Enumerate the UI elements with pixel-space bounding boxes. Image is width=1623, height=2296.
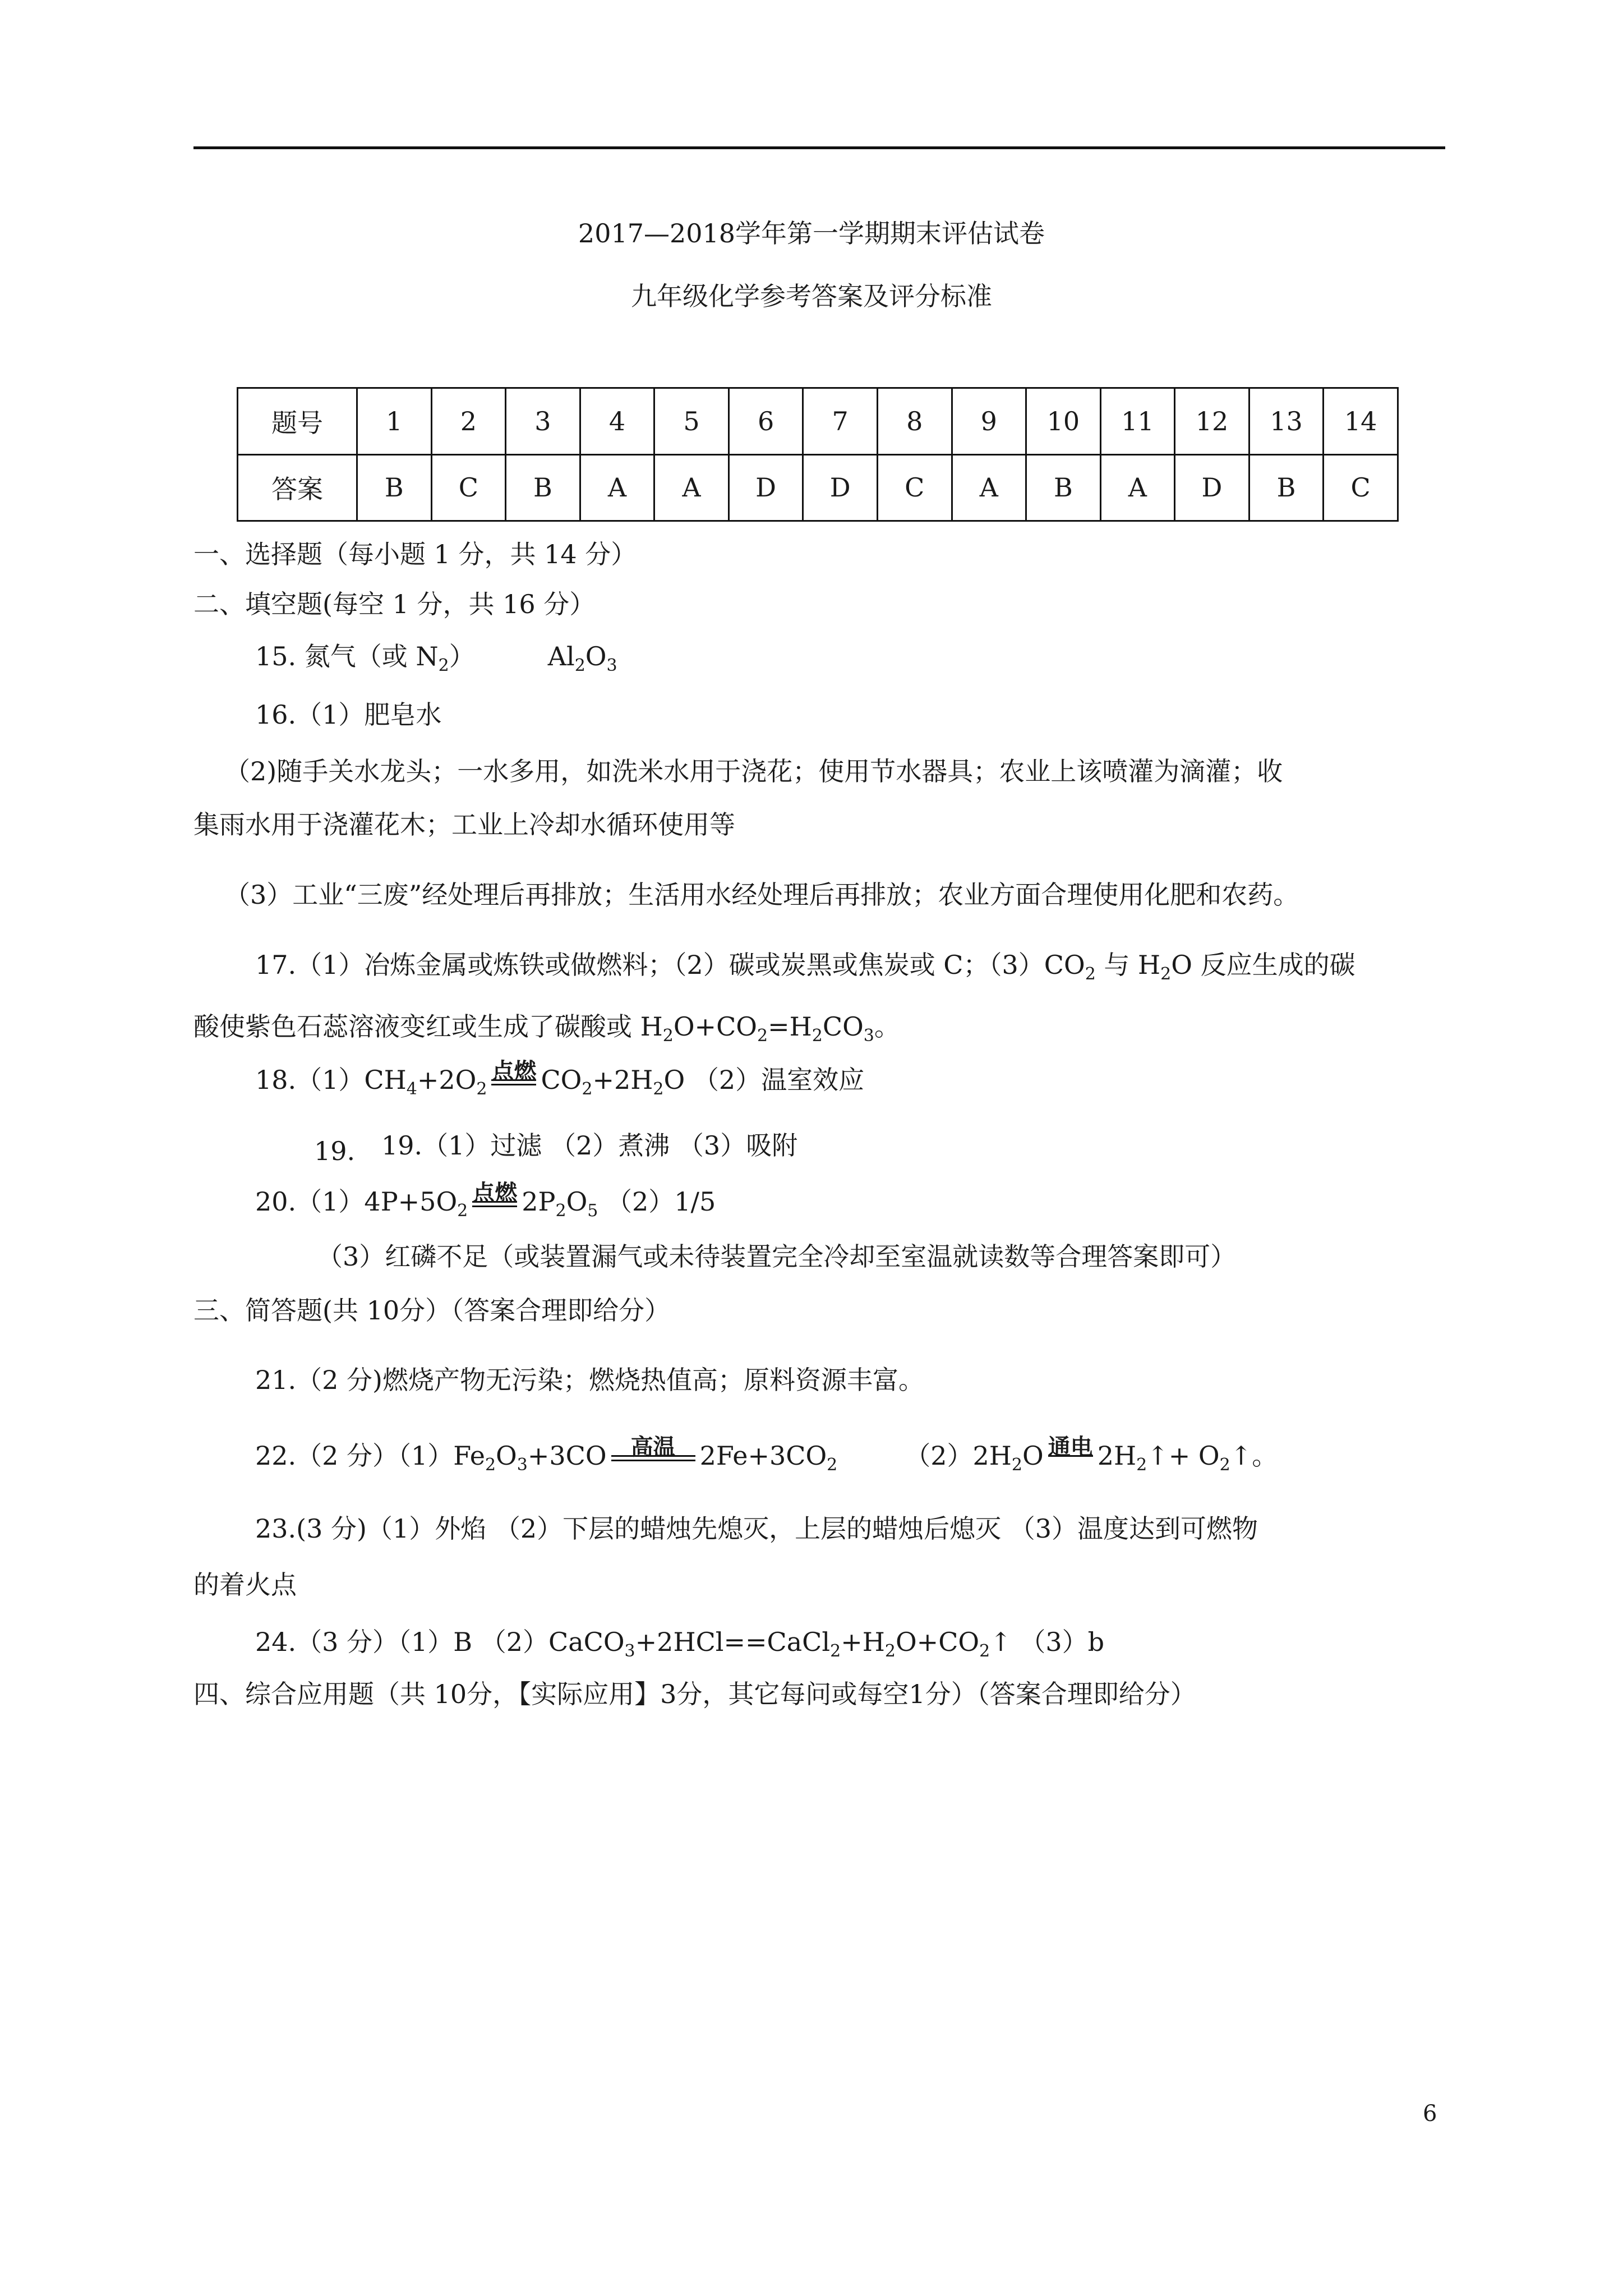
answer-table xyxy=(237,387,1399,522)
answer-21: 21.（2 分)燃烧产物无污染；燃烧热值高；原料资源丰富。 xyxy=(255,1365,924,1395)
answer-16-2a: （2)随手关水龙头；一水多用，如洗米水用于浇花；使用节水器具；农业上该喷灌为滴灌；收 xyxy=(224,756,1283,786)
answer-22: 22.（2 分）$(1)Fe_2O_3+3CO$ 高温 $2Fe+3CO_2$ $(2)2H_2O$ 通电 $2H_2↑+$ $O_2↑$。 xyxy=(255,1434,1278,1475)
document-subtitle: 九年级化学参考答案及评分标准 xyxy=(631,281,992,311)
table-cell: 9 xyxy=(952,388,1026,455)
reaction-condition: 点燃 xyxy=(491,1058,537,1084)
answer-18: $18.(1)CH_4+2O_2$ 点燃 $CO_2+2H_2O$ （2）温室效应 xyxy=(255,1058,865,1099)
page-number: 6 xyxy=(1423,2101,1437,2127)
table-cell: 5 xyxy=(654,388,729,455)
section-1-heading: 一、选择题（每小题 1 分，共 14 分） xyxy=(193,539,637,569)
table-cell: A xyxy=(580,454,654,521)
answer-20-3: （3）红磷不足（或装置漏气或未待装置完全冷却至室温就读数等合理答案即可） xyxy=(317,1241,1237,1272)
table-header-question: 题号 xyxy=(238,388,357,455)
answer-19-number: 19. xyxy=(314,1136,356,1166)
answer-15: 15. 氮气（或 $N_2$） $Al_2O_3$ xyxy=(255,641,617,675)
answer-23-line1: 23.(3 分)（1）外焰 （2）下层的蜡烛先熄灭，上层的蜡烛后熄灭 （3）温度达到可燃物 xyxy=(255,1513,1258,1544)
table-cell: C xyxy=(1324,454,1398,521)
answer-row xyxy=(238,454,1398,521)
section-4-heading: 四、综合应用题（共 10分，【实际应用】3分，其它每问或每空1分）（答案合理即给分） xyxy=(193,1679,1196,1709)
section-3-heading: 三、简答题(共 10分）（答案合理即给分） xyxy=(193,1295,671,1326)
table-cell: 1 xyxy=(357,388,432,455)
answer-16-3: （3）工业“三废”经处理后再排放；生活用水经处理后再排放；农业方面合理使用化肥和农药。 xyxy=(224,880,1299,910)
answer-17-line2: 酸使紫色石蕊溶液变红或生成了碳酸或 $H_2O+CO_2=H_2CO_3$。 xyxy=(193,1011,900,1046)
table-cell: 11 xyxy=(1100,388,1175,455)
table-cell: 8 xyxy=(877,388,952,455)
table-cell: C xyxy=(431,454,506,521)
table-header-answer: 答案 xyxy=(238,454,357,521)
table-cell: 10 xyxy=(1026,388,1101,455)
table-cell: B xyxy=(1026,454,1101,521)
table-cell: B xyxy=(506,454,580,521)
table-cell: D xyxy=(803,454,878,521)
header-rule xyxy=(193,146,1445,149)
answer-17-line1: 17.（1）冶炼金属或炼铁或做燃料；（2）碳或炭黑或焦炭或 C；$(3)CO_2$ 与 $H_2O$ 反应生成的碳 xyxy=(255,950,1355,984)
table-cell: 6 xyxy=(728,388,803,455)
reaction-condition: 通电 xyxy=(1048,1434,1093,1460)
table-cell: A xyxy=(952,454,1026,521)
answer-19: 19.（1）过滤 （2）煮沸 （3）吸附 xyxy=(381,1130,798,1161)
table-cell: A xyxy=(654,454,729,521)
table-cell: C xyxy=(877,454,952,521)
table-cell: 7 xyxy=(803,388,878,455)
section-2-heading: 二、填空题(每空 1 分，共 16 分） xyxy=(193,589,596,619)
answer-20-1: $20.(1)4P+5O_2$ 点燃 $2P_2O_5$ （2）1/5 xyxy=(255,1180,716,1221)
table-cell: A xyxy=(1100,454,1175,521)
answer-16-2b: 集雨水用于浇灌花木；工业上冷却水循环使用等 xyxy=(193,809,735,840)
reaction-condition: 高温 xyxy=(611,1436,695,1461)
reaction-condition: 点燃 xyxy=(472,1180,518,1206)
table-cell: 14 xyxy=(1324,388,1398,455)
table-cell: 4 xyxy=(580,388,654,455)
table-cell: 2 xyxy=(431,388,506,455)
table-cell: 12 xyxy=(1175,388,1249,455)
table-cell: B xyxy=(357,454,432,521)
question-number-row xyxy=(238,388,1398,455)
table-cell: D xyxy=(728,454,803,521)
table-cell: 3 xyxy=(506,388,580,455)
answer-23-line2: 的着火点 xyxy=(193,1570,297,1600)
answer-24: 24.（3 分）（1）B $(2)CaCO_3+2HCl==CaCl_2+H_2O+CO_2↑$ （3）b xyxy=(255,1627,1105,1661)
answer-16-1: 16.（1）肥皂水 xyxy=(255,700,442,730)
table-cell: D xyxy=(1175,454,1249,521)
table-cell: B xyxy=(1249,454,1324,521)
document-title: 2017—2018学年第一学期期末评估试卷 xyxy=(578,218,1045,249)
table-cell: 13 xyxy=(1249,388,1324,455)
